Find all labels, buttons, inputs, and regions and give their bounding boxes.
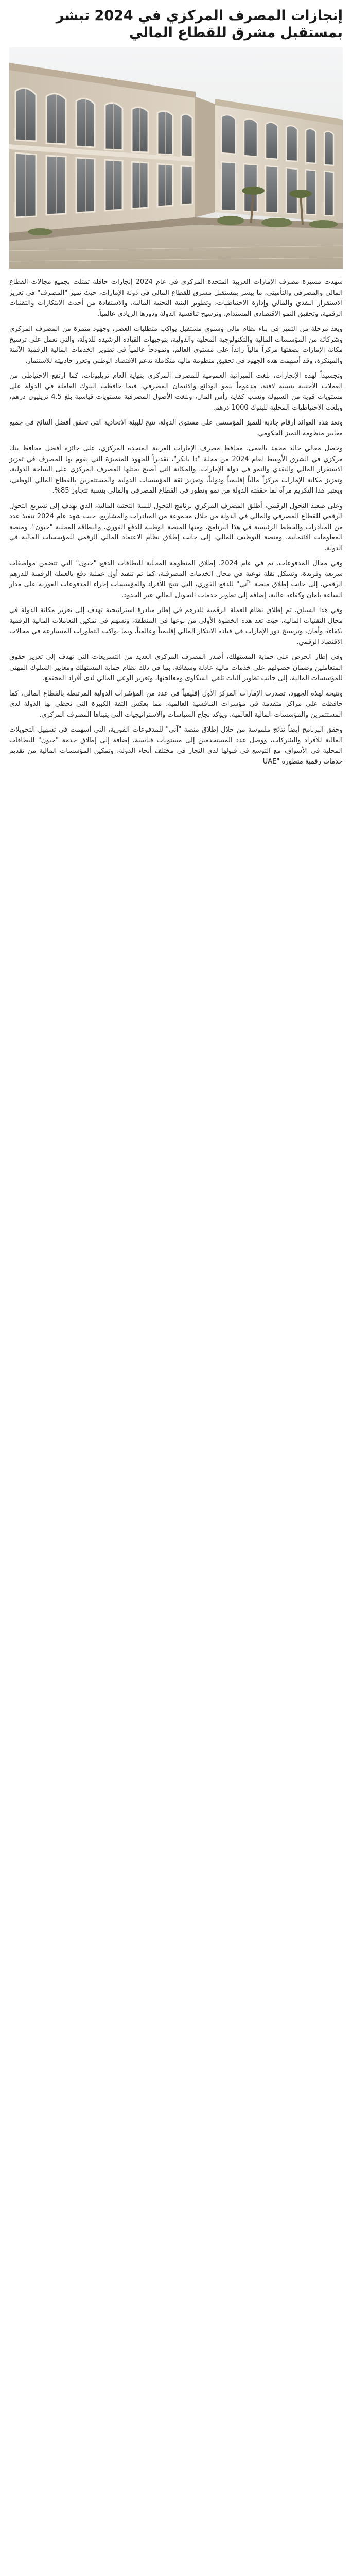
- article-paragraph: وتعد هذه العوائد أرقام جاذبة للتميز المؤسسي على مستوى الدولة، تتيح للبيئة الاتحادية التي تحقق أفضل النتائج في جميع معايير منظومة التميز الحكومي.: [9, 419, 343, 437]
- article-paragraph: وفي مجال المدفوعات، تم في عام 2024، إطلاق المنظومة المحلية للبطاقات الدفع "جيون" التي تتضمن مواصفات سريعة وفريدة، وتشكل نقلة نوعية في مجال الخدمات المصرفية، كما تم تنفيذ أول عملية دفع بالعملة الرقمية للدرهم الرقمي، إلى جانب إطلاق منصة "آني" للدفع الفوري، التي تتيح للأفراد والمؤسسات إجراء المدفوعات الفورية على مدار الساعة بأمان وكفاءة عالية، إضافة إلى تطوير خدمات التحويل المالي عبر الحدود.: [9, 560, 343, 599]
- article-page: [0, 0, 352, 782]
- article-paragraph: وتجسيداً لهذه الإنجازات، بلغت الميزانية العمومية للمصرف المركزي بنهاية العام تريليونات، كما ارتفع الاحتياطي من العملات الأجنبية بنسبة لافتة، مدعوماً بنمو الودائع والائتمان المصرفي، فيما حافظت البنوك العاملة في الدولة على مستويات قوية من السيولة ونسب كفاية رأس المال، وبلغت الأصول المصرفية مستويات قياسية بلغ 4.5 تريليون درهم، وبلغت الاحتياطيات المحلية للبنوك 1000 درهم.: [9, 372, 343, 412]
- article-paragraph: ويعد مرحلة من التميز في بناء نظام مالي وسنوي مستقبل يواكب متطلبات العصر، وجهود مثمرة من المصرف المركزي وشركائه من المؤسسات المالية والتكنولوجية المحلية والدولية، بتوجيهات القيادة الرشيدة للدولة، والتي تعمل على ترسيخ مكانة الإمارات بصفتها مركزاً مالياً رائداً على مستوى العالم، ونموذجاً عالمياً في تطوير الخدمات المالية الرقمية الآمنة والمبتكرة، وقد أسهمت هذه الجهود في تحقيق منظومة مالية متكاملة تدعم الاقتصاد الوطني وتعزز جاذبيته للاستثمار.: [9, 325, 343, 365]
- article-paragraph: شهدت مسيرة مصرف الإمارات العربية المتحدة المركزي في عام 2024 إنجازات حافلة تمثلت بجميع مجالات القطاع المالي والمصرفي والتأميني، ما يبشر بمستقبل مشرق للقطاع المالي في دولة الإمارات، حيث تميز "المصرف" في تعزيز الاستقرار النقدي والمالي وإدارة الاحتياطيات، وتطوير البنية التحتية المالية، والاستفادة من أحدث الابتكارات والتقنيات الرقمية، وتحقيق النمو الاقتصادي المستدام، وترسيخ تنافسية الدولة ودورها الريادي عالمياً.: [9, 278, 343, 318]
- article-paragraph: وعلى صعيد التحول الرقمي، أطلق المصرف المركزي برنامج التحول للبنية التحتية المالية، الذي يهدف إلى تسريع التحول الرقمي للقطاع المصرفي والمالي في الدولة من خلال مجموعة من المبادرات والمشاريع، حيث شهد عام 2024 تنفيذ عدد من المبادرات والخطط الرئيسية في هذا البرنامج، ومنها المنصة الوطنية للدفع الفوري، والبطاقة المحلية "جيون"، ومنصة المعلومات الائتمانية، ومنصة التوظيف المالي، إلى جانب إطلاق نظام الاعتماد المالي الرقمي للمؤسسات المالية في الدولة.: [9, 502, 343, 552]
- building-photo: [9, 47, 343, 269]
- article-paragraph: ونتيجة لهذه الجهود، تصدرت الإمارات المركز الأول إقليمياً في عدد من المؤشرات الدولية المرتبطة بالقطاع المالي، كما حافظت على مراكز متقدمة في مؤشرات التنافسية العالمية، مما يعكس الثقة الكبيرة التي تحظى بها الدولة لدى المستثمرين والمؤسسات المالية العالمية، ويؤكد نجاح السياسات والاستراتيجيات التي يتبناها المصرف المركزي.: [9, 689, 343, 719]
- article-paragraph: وفي إطار الحرص على حماية المستهلك، أصدر المصرف المركزي العديد من التشريعات التي تهدف إلى تعزيز حقوق المتعاملين وضمان حصولهم على خدمات مالية عادلة وشفافة، بما في ذلك نظام حماية المستهلك ومعايير السلوك المهني للمؤسسات المالية، إلى جانب تطوير آليات تلقي الشكاوى ومعالجتها، وتعزيز الوعي المالي لدى أفراد المجتمع.: [9, 653, 343, 682]
- article-title: إنجازات المصرف المركزي في 2024 تبشر بمستقبل مشرق للقطاع المالي: [56, 8, 343, 41]
- article-body: [9, 277, 343, 767]
- article-paragraph: وحقق البرنامج أيضاً نتائج ملموسة من خلال إطلاق منصة "آني" للمدفوعات الفورية، التي أسهمت في تسهيل التحويلات المالية للأفراد والشركات، ووصل عدد المستخدمين إلى مستويات قياسية، إضافة إلى إطلاق خدمة "جيون" للبطاقات المحلية في الأسواق، مع التوسع في قبولها لدى التجار في مختلف أنحاء الدولة، وتمكين المؤسسات المالية من تقديم خدمات رقمية متطورة "UAE: [9, 726, 343, 766]
- article-paragraph: وحصل معالي خالد محمد بالعمى، محافظ مصرف الإمارات العربية المتحدة المركزي، على جائزة أفضل محافظ بنك مركزي في الشرق الأوسط لعام 2024 من مجلة "ذا بانكر"، تقديراً للجهود المتميزة التي يقوم بها المصرف في تعزيز الاستقرار المالي والنقدي والنمو في دولة الإمارات، والمكانة التي أصبح يحتلها المصرف المركزي على الساحة الدولية، وتعزيز مكانة الإمارات مركزاً مالياً إقليمياً ودولياً، وتعزيز ثقة المؤسسات الدولية والمستثمرين بالقطاع المالي الوطني، ويعتبر هذا التكريم مرآة لما حققته الدولة من نمو وتطور في القطاع المصرفي والمالي بنسبة تتجاوز 85%.: [9, 445, 343, 495]
- article-paragraph: وفي هذا السياق، تم إطلاق نظام العملة الرقمية للدرهم في إطار مبادرة استراتيجية تهدف إلى تعزيز مكانة الدولة في مجال التقنيات المالية، حيث تعد هذه الخطوة الأولى من نوعها في المنطقة، وتسهم في تمكين التعاملات المالية الرقمية بكفاءة وأمان، وترسيخ دور الإمارات في قيادة الابتكار المالي إقليمياً وعالمياً، وبما يواكب التطورات المتسارعة في مجالات الاقتصاد الرقمي.: [9, 606, 343, 646]
